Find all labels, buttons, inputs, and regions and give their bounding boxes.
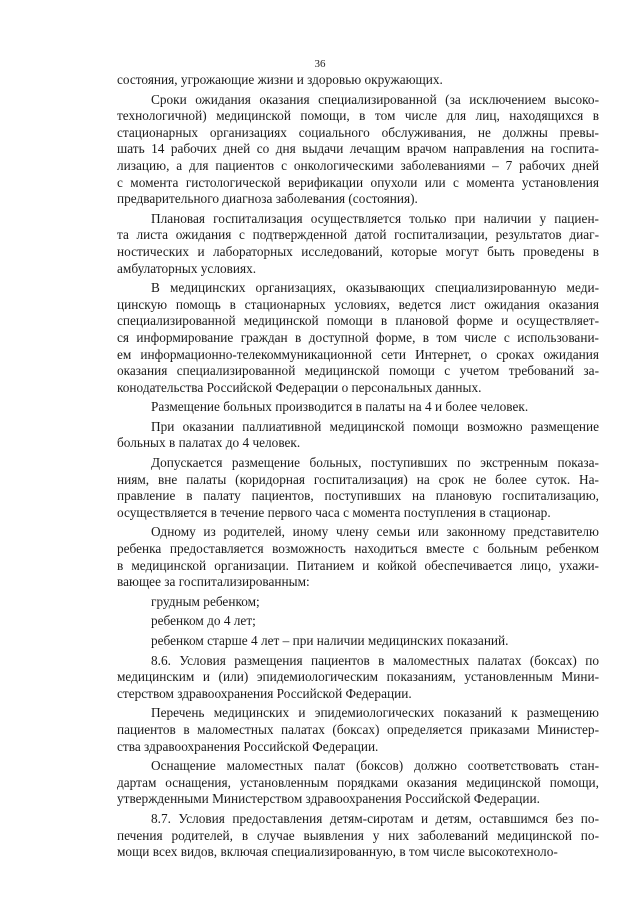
text-line: дартам оснащения, установленным порядками оказания медицинской помощи, bbox=[117, 774, 599, 790]
text-line: мощи всех видов, включая специализированную, в том числе высокотехноло- bbox=[117, 844, 558, 860]
text-line: та листа ожидания с подтвержденной датой госпитализации, результатов диаг- bbox=[117, 227, 599, 243]
text-line: утвержденными Министерством здравоохранения Российской Федерации. bbox=[117, 791, 540, 807]
paragraph bbox=[117, 419, 599, 452]
text-line: 8.7. Условия предоставления детям-сиротам и детям, оставшимся без по- bbox=[151, 810, 599, 826]
paragraph bbox=[117, 653, 599, 703]
text-line: технологичной) медицинской помощи, в том числе для лиц, находящихся в bbox=[117, 108, 599, 124]
text-line: амбулаторных условиях. bbox=[117, 260, 257, 276]
body-text bbox=[117, 72, 599, 861]
paragraph bbox=[117, 758, 599, 808]
text-line: Оснащение маломестных палат (боксов) должно соответствовать стан- bbox=[151, 758, 599, 774]
paragraph bbox=[117, 72, 599, 89]
paragraph bbox=[117, 211, 599, 277]
text-line: стационарных организациях социального обслуживания, не должны превы- bbox=[117, 124, 599, 140]
paragraph bbox=[117, 633, 599, 650]
text-line: цинскую помощь в стационарных условиях, ведется лист ожидания оказания bbox=[117, 296, 599, 312]
paragraph bbox=[117, 594, 599, 611]
text-line: оказания специализированной медицинской помощи с учетом требований за- bbox=[117, 363, 599, 379]
text-line: состояния, угрожающие жизни и здоровью окружающих. bbox=[117, 72, 443, 87]
text-line: Сроки ожидания оказания специализированной (за исключением высоко- bbox=[151, 91, 599, 107]
paragraph bbox=[117, 399, 599, 416]
text-line: ностических и лабораторных исследований, которые могут быть проведены в bbox=[117, 243, 599, 259]
text-line: ребенком до 4 лет; bbox=[151, 613, 256, 629]
paragraph bbox=[117, 705, 599, 755]
paragraph bbox=[117, 92, 599, 208]
paragraph bbox=[117, 811, 599, 861]
text-line: вающее за госпитализированным: bbox=[117, 574, 310, 590]
text-line: шать 14 рабочих дней со дня выдачи лечащим врачом направления на госпита- bbox=[117, 141, 599, 157]
text-line: предварительного диагноза заболевания (состояния). bbox=[117, 191, 418, 207]
text-line: Плановая госпитализация осуществляется только при наличии у пациен- bbox=[151, 210, 599, 226]
text-line: осуществляется в течение первого часа с момента поступления в стационар. bbox=[117, 504, 551, 520]
text-line: специализированной медицинской помощи в плановой форме и осуществляет- bbox=[117, 313, 599, 329]
text-line: печения родителей, в случае выявления у них заболеваний медицинской по- bbox=[117, 827, 599, 843]
text-line: стерством здравоохранения Российской Федерации. bbox=[117, 685, 412, 701]
text-line: больных в палатах до 4 человек. bbox=[117, 435, 301, 451]
text-line: лизацию, а для пациентов с онкологическими заболеваниями – 7 рабочих дней bbox=[117, 157, 599, 173]
text-line: ся информирование граждан в доступной форме, в том числе с использовани- bbox=[117, 329, 599, 345]
text-line: пациентов в маломестных палатах (боксах) определяется приказами Министер- bbox=[117, 721, 599, 737]
text-line: В медицинских организациях, оказывающих специализированную меди- bbox=[151, 280, 599, 296]
text-line: ства здравоохранения Российской Федерации. bbox=[117, 738, 379, 754]
text-line: с момента гистологической верификации опухоли или с момента установления bbox=[117, 174, 599, 190]
paragraph bbox=[117, 455, 599, 521]
text-line: ниям, вне палаты (коридорная госпитализация) на срок не более суток. На- bbox=[117, 471, 599, 487]
text-line: в медицинской организации. Питанием и койкой обеспечивается лицо, ухажи- bbox=[117, 557, 599, 573]
paragraph bbox=[117, 524, 599, 590]
paragraph bbox=[117, 613, 599, 630]
text-line: ребенка предоставляется возможность находиться вместе с больным ребенком bbox=[117, 541, 599, 557]
text-line: Одному из родителей, иному члену семьи или законному представителю bbox=[151, 524, 599, 540]
text-line: ребенком старше 4 лет – при наличии медицинских показаний. bbox=[151, 633, 509, 648]
text-line: Допускается размещение больных, поступивших по экстренным показа- bbox=[151, 455, 599, 471]
text-line: 8.6. Условия размещения пациентов в маломестных палатах (боксах) по bbox=[151, 652, 599, 668]
text-line: Перечень медицинских и эпидемиологических показаний к размещению bbox=[151, 705, 599, 721]
text-line: медицинским и (или) эпидемиологическим показаниям, установленным Мини- bbox=[117, 669, 599, 685]
text-line: Размещение больных производится в палаты на 4 и более человек. bbox=[151, 399, 529, 415]
text-line: правление в палату пациентов, поступивших на плановую госпитализацию, bbox=[117, 488, 599, 504]
text-line: грудным ребенком; bbox=[151, 593, 260, 609]
paragraph bbox=[117, 280, 599, 396]
page-number: 36 bbox=[314, 58, 326, 70]
text-line: При оказании паллиативной медицинской помощи возможно размещение bbox=[151, 418, 599, 434]
text-line: ем информационно-телекоммуникационной сети Интернет, о сроках ожидания bbox=[117, 346, 599, 362]
text-line: конодательства Российской Федерации о персональных данных. bbox=[117, 379, 482, 395]
